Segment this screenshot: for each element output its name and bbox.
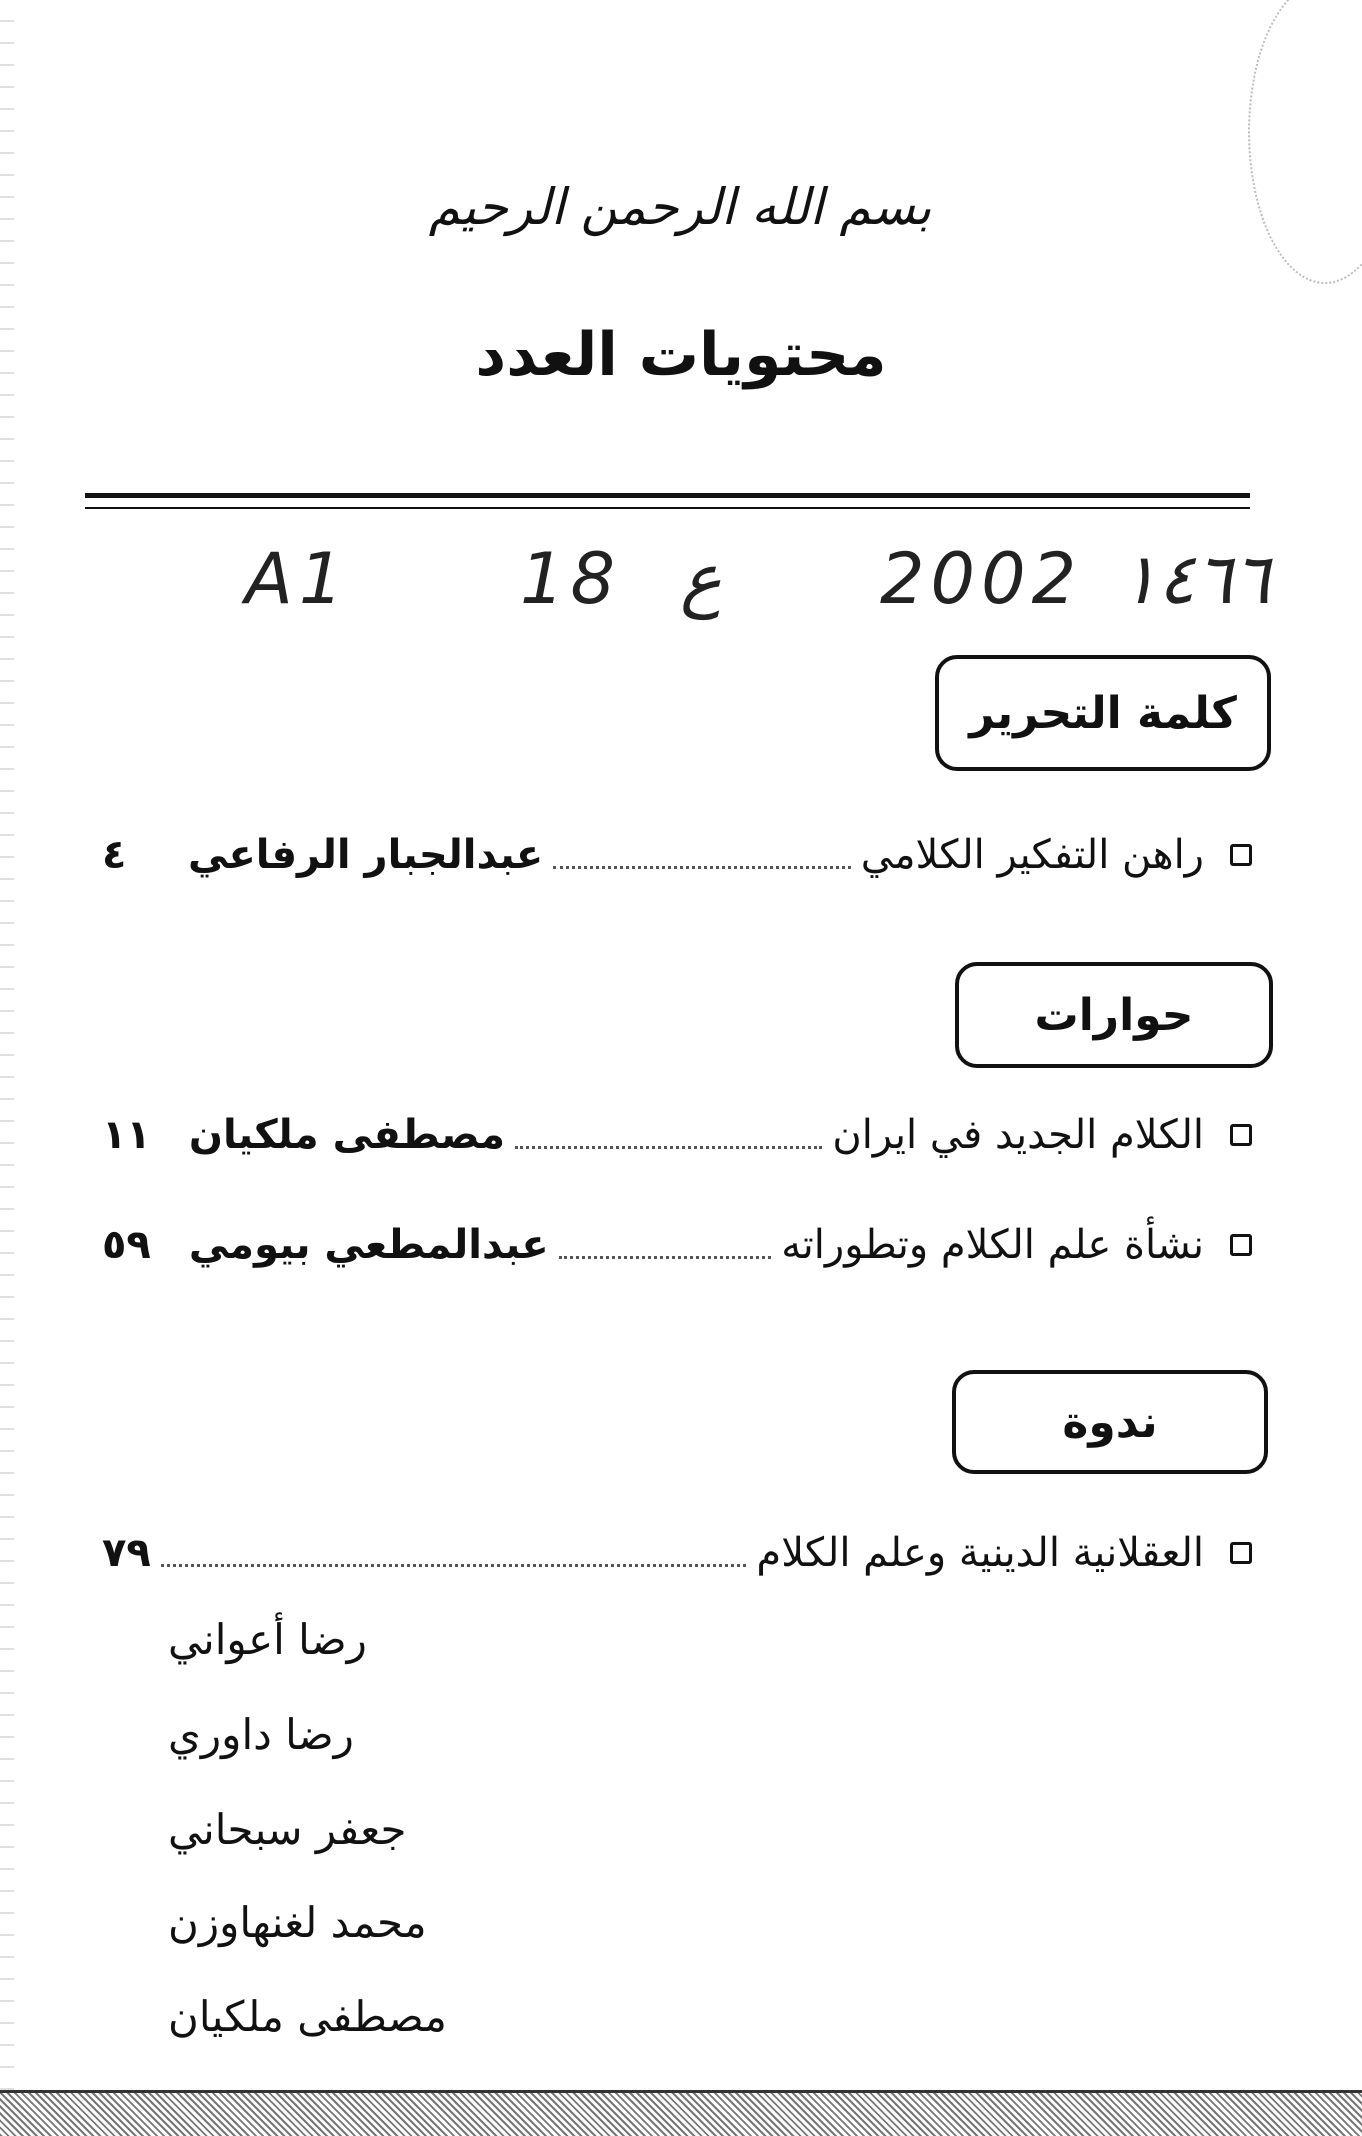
- checkbox-bullet-icon: [1230, 1124, 1252, 1146]
- entry-page-number: ٥٩: [102, 1222, 151, 1268]
- entry-page-number: ١١: [102, 1112, 151, 1158]
- entry-page-number: ٧٩: [102, 1530, 151, 1576]
- handwritten-code-b: 18: [520, 538, 622, 620]
- toc-entry: [102, 1100, 1252, 1170]
- section-heading-interviews: [955, 962, 1273, 1068]
- section-heading-label: ندوة: [1062, 1396, 1158, 1448]
- dot-leader: [559, 1256, 771, 1259]
- toc-entry: [102, 1210, 1252, 1280]
- dot-leader: [161, 1564, 747, 1567]
- participant-name: رضا أعواني: [168, 1615, 367, 1664]
- section-heading-symposium: [952, 1370, 1268, 1474]
- participant-name: جعفر سبحاني: [168, 1805, 407, 1854]
- handwritten-code-a: A1: [245, 538, 350, 620]
- dot-leader: [515, 1146, 822, 1149]
- scan-corner-stamp-mark: [1248, 0, 1362, 284]
- handwritten-code-c: ع: [680, 538, 722, 620]
- entry-author: عبدالمطعي بيومي: [188, 1222, 549, 1268]
- page-title: محتويات العدد: [475, 320, 887, 390]
- footer-hatched-band: [0, 2090, 1362, 2136]
- scan-margin-speckle: [0, 0, 14, 2090]
- title-rule-thin: [85, 507, 1250, 509]
- checkbox-bullet-icon: [1230, 844, 1252, 866]
- entry-page-number: ٤: [102, 832, 127, 878]
- entry-title: نشأة علم الكلام وتطوراته: [781, 1222, 1204, 1268]
- entry-title: راهن التفكير الكلامي: [860, 832, 1204, 878]
- section-heading-label: كلمة التحرير: [969, 687, 1237, 739]
- section-heading-label: حوارات: [1034, 989, 1194, 1041]
- toc-entry: [102, 1518, 1252, 1588]
- participant-name: مصطفى ملكيان: [168, 1992, 447, 2041]
- entry-title: الكلام الجديد في ايران: [832, 1112, 1204, 1158]
- handwritten-hijri-year: ١٤٦٦: [1120, 538, 1271, 620]
- dot-leader: [553, 866, 851, 869]
- section-heading-editorial: [935, 655, 1271, 771]
- handwritten-year: 2002: [880, 538, 1083, 620]
- participant-name: رضا داوري: [168, 1710, 354, 1759]
- entry-author: مصطفى ملكيان: [188, 1112, 505, 1158]
- entry-title: العقلانية الدينية وعلم الكلام: [756, 1530, 1204, 1576]
- participant-name: محمد لغنهاوزن: [168, 1898, 427, 1947]
- toc-entry: [102, 820, 1252, 890]
- basmala-calligraphy: بسم الله الرحمن الرحيم: [428, 178, 932, 236]
- title-rule-thick: [85, 493, 1250, 498]
- entry-author: عبدالجبار الرفاعي: [188, 832, 544, 878]
- checkbox-bullet-icon: [1230, 1542, 1252, 1564]
- checkbox-bullet-icon: [1230, 1234, 1252, 1256]
